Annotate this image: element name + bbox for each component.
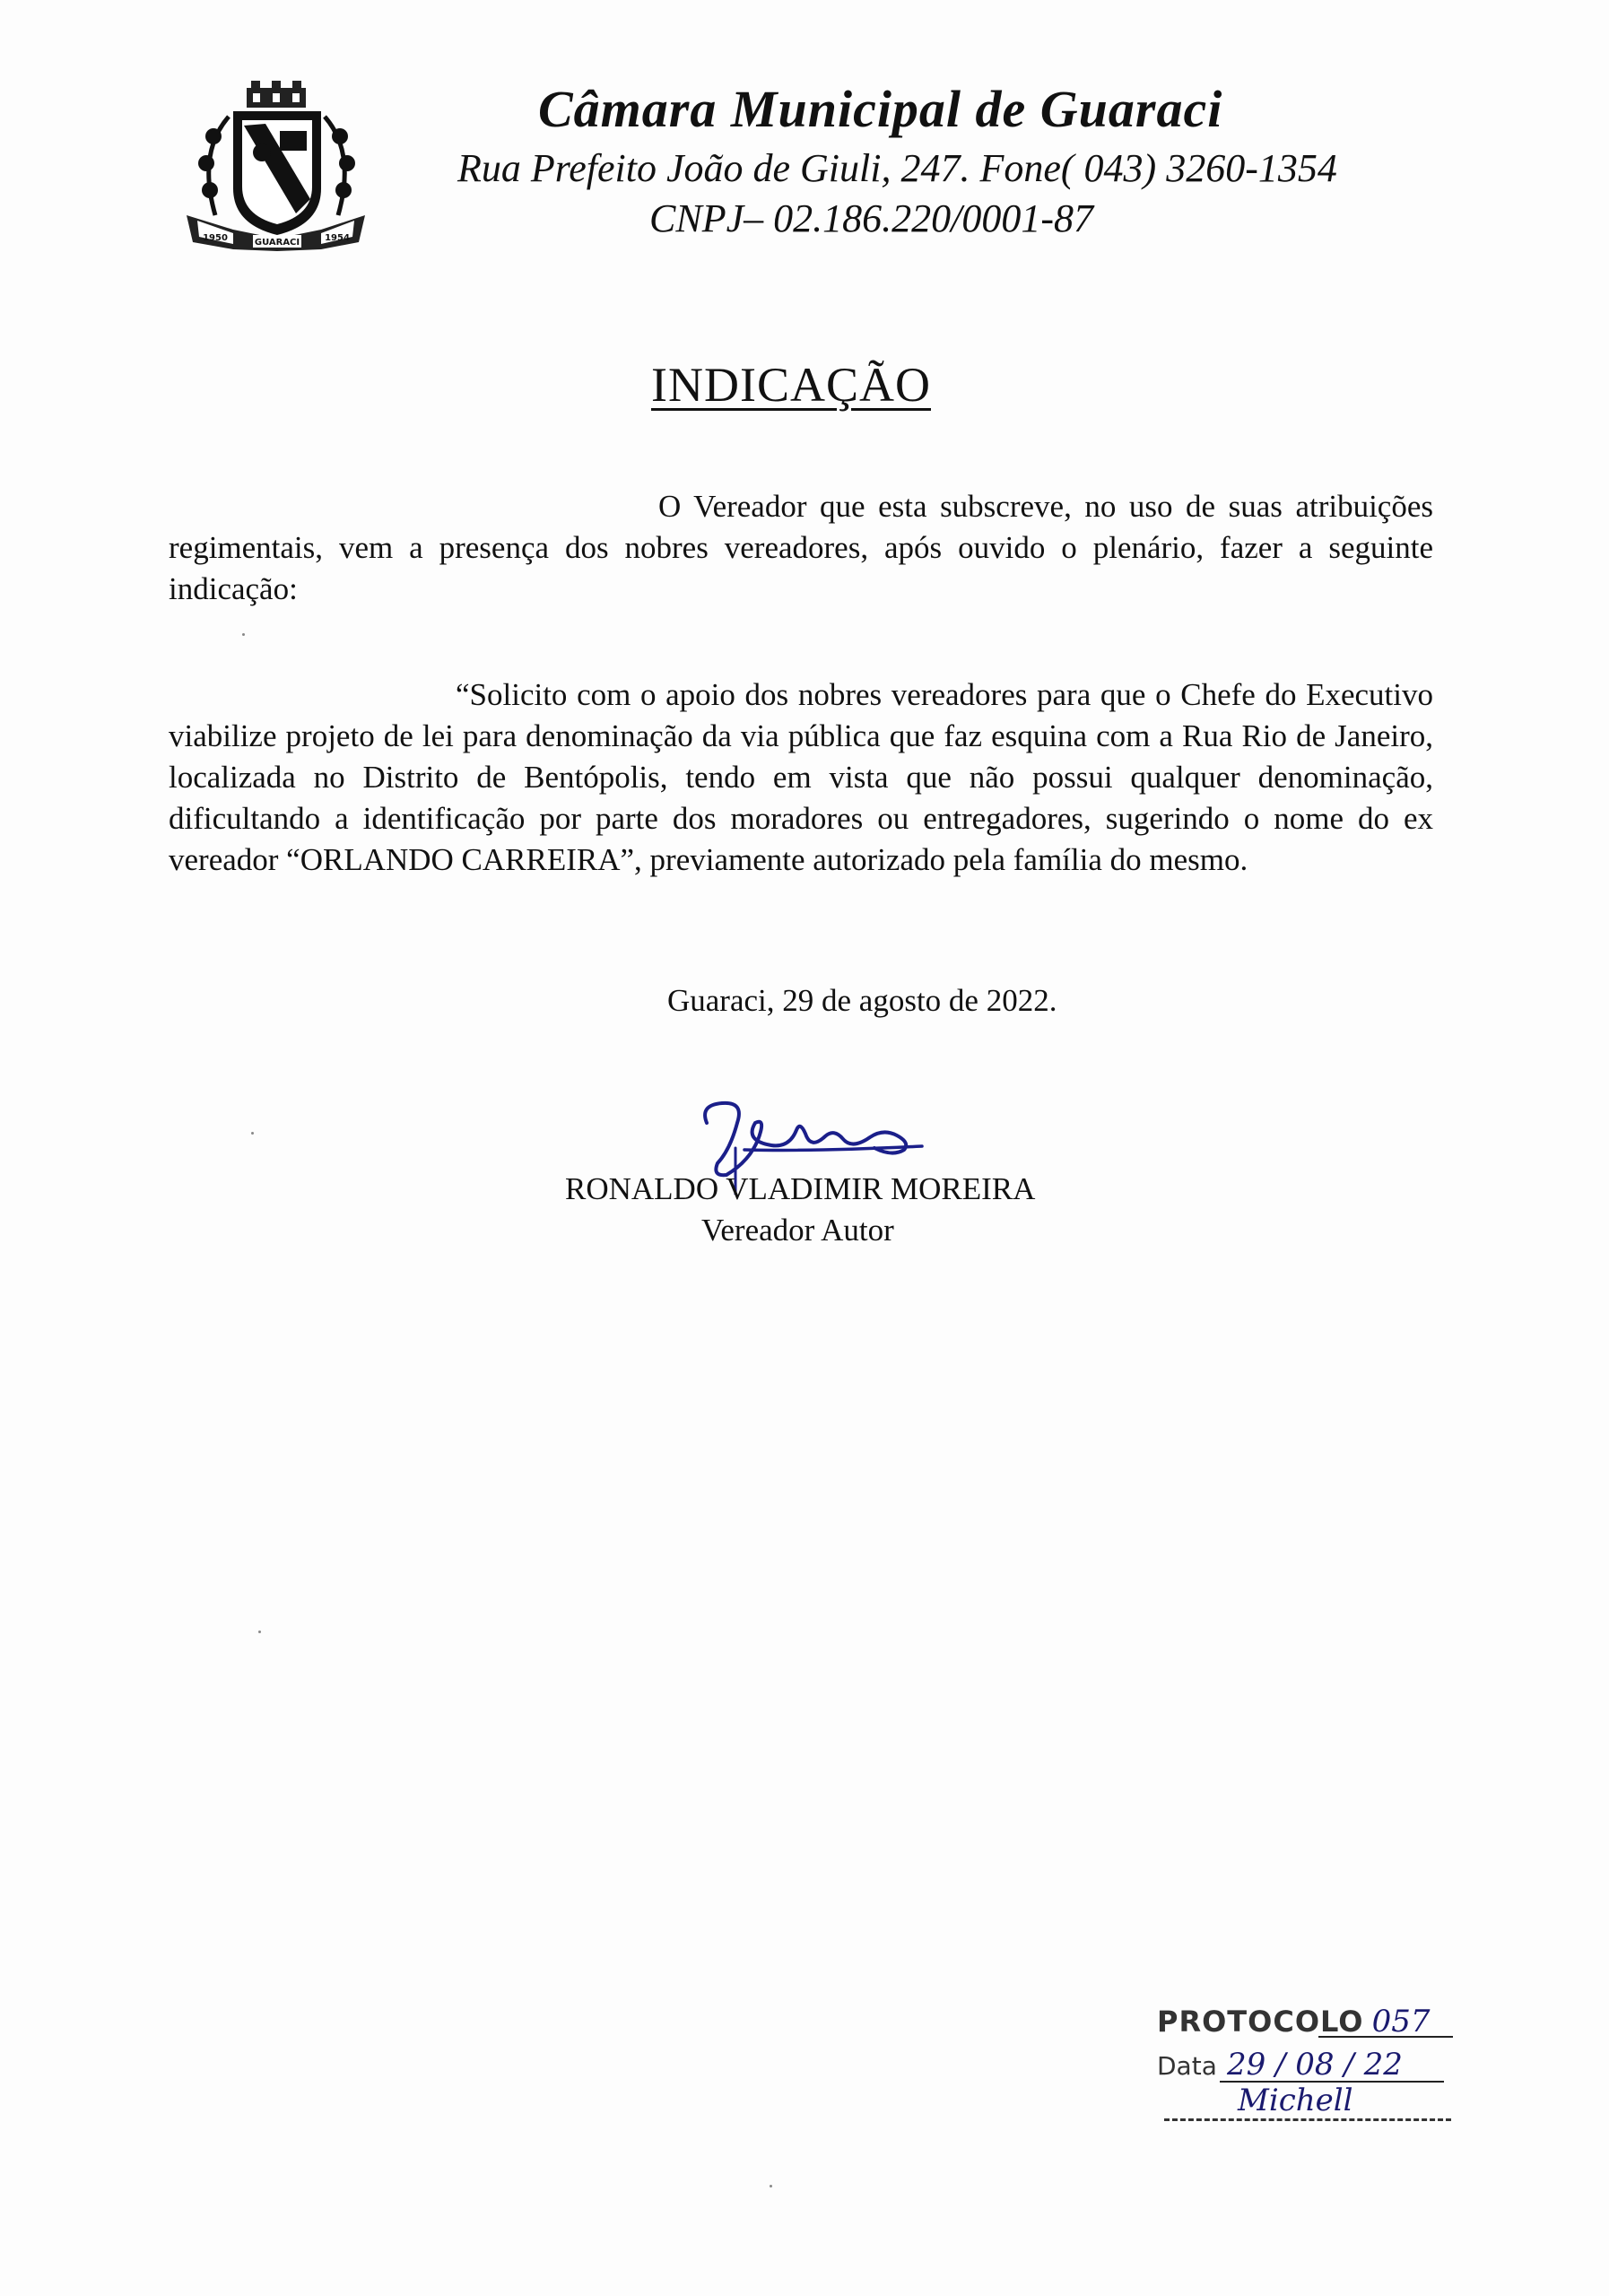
crest-banner: GUARACI [254, 238, 300, 248]
received-by-signature: Michell [1238, 2083, 1353, 2118]
crest-year-left: 1950 [203, 233, 228, 243]
crest-year-right: 1954 [325, 233, 350, 243]
protocol-stamp [1157, 2000, 1462, 2135]
coat-of-arms-icon [179, 81, 372, 251]
scan-speck [242, 633, 245, 636]
protocol-date: 29 / 08 / 22 [1226, 2047, 1403, 2083]
scan-speck [258, 1631, 261, 1633]
scan-speck [770, 2185, 772, 2187]
institution-cnpj: CNPJ– 02.186.220/0001-87 [649, 196, 1093, 240]
signer-role: Vereador Autor [701, 1213, 894, 1248]
signer-name: RONALDO VLADIMIR MOREIRA [565, 1171, 1036, 1206]
date-line: Guaraci, 29 de agosto de 2022. [667, 983, 1057, 1018]
protocol-label: PROTOCOLO [1157, 2005, 1364, 2039]
intro-paragraph: O Vereador que esta subscreve, no uso de suas atribuições regimentais, vem a presença dos nobres vereadores, após ouvido o plenário, fazer a seguinte indicação: [169, 489, 1433, 606]
protocol-number: 057 [1371, 2004, 1431, 2039]
institution-title: Câmara Municipal de Guaraci [538, 80, 1223, 138]
institution-address: Rua Prefeito João de Giuli, 247. Fone( 043) 3260-1354 [457, 146, 1337, 190]
date-label: Data [1157, 2051, 1217, 2081]
document-title: INDICAÇÃO [651, 358, 931, 412]
request-paragraph: “Solicito com o apoio dos nobres vereadores para que o Chefe do Executivo viabilize projeto de lei para denominação da via pública que faz esquina com a Rua Rio de Janeiro, localizada no Distrito de Bentópolis, tendo em vista que não possui qualquer denominação, dificultando a identificação por parte dos moradores ou entregadores, sugerindo o nome do ex vereador “ORLANDO CARREIRA”, previamente autorizado pela família do mesmo. [169, 677, 1433, 877]
scan-speck [251, 1132, 254, 1135]
